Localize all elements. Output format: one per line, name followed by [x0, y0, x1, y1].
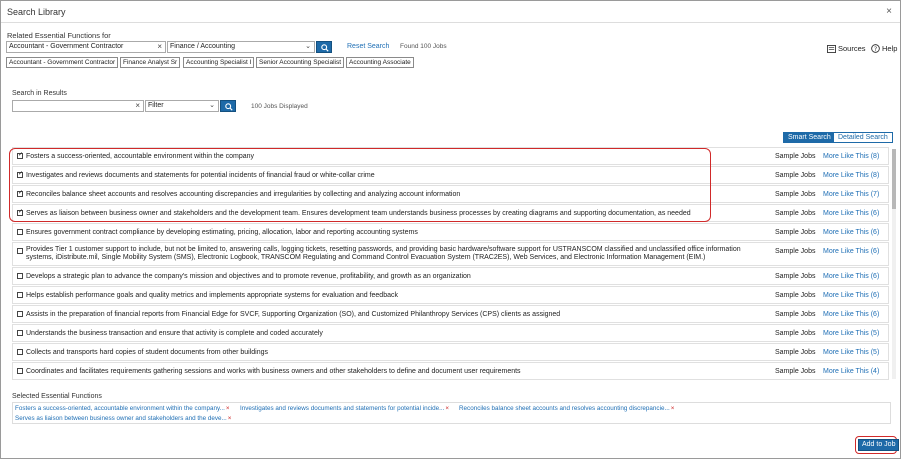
- list-item[interactable]: [12, 362, 889, 380]
- sample-jobs-link[interactable]: Sample Jobs: [775, 330, 816, 337]
- chevron-down-icon: ⌄: [305, 43, 311, 50]
- sources-label: Sources: [838, 44, 866, 53]
- dialog-titlebar: [1, 1, 900, 23]
- search-in-results-input[interactable]: [12, 100, 144, 112]
- sample-jobs-link[interactable]: Sample Jobs: [775, 368, 816, 375]
- more-like-this-link[interactable]: More Like This (6): [823, 292, 880, 299]
- close-icon[interactable]: ×: [886, 6, 892, 17]
- sample-jobs-link[interactable]: Sample Jobs: [775, 210, 816, 217]
- row-checkbox[interactable]: [17, 292, 23, 298]
- list-item[interactable]: [12, 305, 889, 323]
- smart-search-tab[interactable]: Smart Search: [783, 132, 836, 143]
- remove-icon[interactable]: ×: [227, 415, 232, 422]
- function-text: Develops a strategic plan to advance the company's mission and objectives and to promote revenue, profitability, and growth as an organization: [26, 273, 471, 280]
- selected-functions-label: Selected Essential Functions: [12, 393, 102, 400]
- row-checkbox[interactable]: [17, 349, 23, 355]
- function-text: Fosters a success-oriented, accountable environment within the company: [26, 153, 255, 160]
- jobs-displayed-count: 100 Jobs Displayed: [251, 103, 308, 110]
- sample-jobs-link[interactable]: Sample Jobs: [775, 349, 816, 356]
- job-tag[interactable]: Accounting Associate: [346, 57, 414, 68]
- more-like-this-link[interactable]: More Like This (6): [823, 273, 880, 280]
- remove-icon[interactable]: ×: [670, 405, 675, 412]
- chip-label: Investigates and reviews documents and statements for potential incide...: [240, 405, 445, 412]
- job-title-input[interactable]: [6, 41, 166, 53]
- job-tag[interactable]: Finance Analyst Sr: [120, 57, 180, 68]
- add-to-job-button[interactable]: Add to Job: [858, 439, 899, 451]
- more-like-this-link[interactable]: More Like This (7): [823, 191, 880, 198]
- help-link[interactable]: [871, 44, 897, 53]
- function-text: Collects and transports hard copies of student documents from other buildings: [26, 349, 269, 356]
- job-title-value: Accountant - Government Contractor: [9, 43, 124, 50]
- reset-search-link[interactable]: Reset Search: [347, 43, 390, 50]
- sample-jobs-link[interactable]: Sample Jobs: [775, 229, 816, 236]
- list-item[interactable]: [12, 223, 889, 241]
- search-icon: [225, 103, 233, 111]
- remove-icon[interactable]: ×: [225, 405, 230, 412]
- sources-link[interactable]: [827, 44, 866, 53]
- filter-value: Filter: [148, 102, 164, 109]
- sample-jobs-link[interactable]: Sample Jobs: [775, 172, 816, 179]
- row-checkbox[interactable]: [17, 368, 23, 374]
- help-icon: [871, 44, 880, 53]
- selected-chip[interactable]: [15, 415, 231, 422]
- more-like-this-link[interactable]: More Like This (6): [823, 248, 880, 255]
- row-checkbox[interactable]: [17, 330, 23, 336]
- job-tag[interactable]: Accounting Specialist I: [183, 57, 254, 68]
- scrollbar-thumb[interactable]: [892, 149, 896, 209]
- row-checkbox[interactable]: [17, 248, 23, 254]
- row-checkbox[interactable]: [17, 273, 23, 279]
- search-in-results-label: Search in Results: [12, 90, 67, 97]
- clear-icon[interactable]: ×: [157, 42, 162, 51]
- list-item[interactable]: [12, 343, 889, 361]
- found-jobs-count: Found 100 Jobs: [400, 43, 447, 50]
- clear-icon[interactable]: ×: [135, 101, 140, 110]
- category-select[interactable]: [167, 41, 315, 53]
- results-search-button[interactable]: [220, 100, 236, 112]
- list-item[interactable]: [12, 286, 889, 304]
- more-like-this-link[interactable]: More Like This (5): [823, 349, 880, 356]
- function-text: Reconciles balance sheet accounts and resolves accounting discrepancies and irregularities by collecting and analyzing account information: [26, 191, 461, 198]
- filter-select[interactable]: [145, 100, 219, 112]
- dialog-title: Search Library: [7, 7, 66, 17]
- more-like-this-link[interactable]: More Like This (8): [823, 172, 880, 179]
- more-like-this-link[interactable]: More Like This (6): [823, 311, 880, 318]
- help-label: Help: [882, 44, 898, 53]
- function-text: Investigates and reviews documents and statements for potential incidents of financial fraud or white-collar crime: [26, 172, 375, 179]
- function-text: Serves as liaison between business owner and stakeholders and the development team. Ensures development team understands business processes by creating diagrams and supporting documentation, as needed: [26, 210, 691, 217]
- checked-rows-highlight: [9, 148, 711, 222]
- selected-chip[interactable]: [240, 405, 449, 412]
- chip-label: Fosters a success-oriented, accountable environment within the company...: [15, 405, 225, 412]
- more-like-this-link[interactable]: More Like This (8): [823, 153, 880, 160]
- selected-chip[interactable]: [459, 405, 674, 412]
- selected-functions-box: [12, 402, 891, 424]
- more-like-this-link[interactable]: More Like This (6): [823, 210, 880, 217]
- sample-jobs-link[interactable]: Sample Jobs: [775, 153, 816, 160]
- job-tag[interactable]: Senior Accounting Specialist: [256, 57, 344, 68]
- more-like-this-link[interactable]: More Like This (6): [823, 229, 880, 236]
- related-functions-label: Related Essential Functions for: [7, 31, 111, 40]
- sample-jobs-link[interactable]: Sample Jobs: [775, 248, 816, 255]
- function-text: Understands the business transaction and ensure that activity is complete and coded accurately: [26, 330, 323, 337]
- sample-jobs-link[interactable]: Sample Jobs: [775, 191, 816, 198]
- chip-label: Serves as liaison between business owner and stakeholders and the deve...: [15, 415, 227, 422]
- sample-jobs-link[interactable]: Sample Jobs: [775, 311, 816, 318]
- svg-text:?: ?: [873, 45, 878, 53]
- search-icon: [321, 44, 329, 52]
- sources-icon: [827, 45, 836, 53]
- row-checkbox[interactable]: [17, 229, 23, 235]
- function-text: Helps establish performance goals and quality metrics and implements appropriate systems for evaluation and feedback: [26, 292, 398, 299]
- function-text: Provides Tier 1 customer support to include, but not be limited to, answering calls, logging tickets, resetting passwords, and providing basic hardware/software support for USTRANSCOM classified and unclassified office information systems, iDistribute.mil, Single Mobility System (SMS), Electronic Logbook, TRANSCOM Regulating and Command Control Evacuation System (TRAC2ES), Web Services, and Electronic Information Management (EIM.): [26, 246, 741, 261]
- sample-jobs-link[interactable]: Sample Jobs: [775, 273, 816, 280]
- category-value: Finance / Accounting: [170, 43, 235, 50]
- function-text: Assists in the preparation of financial reports from Financial Edge for SVCF, Supporting Organization (SO), and Customized Philanthropy Services (CPS) clients as assigned: [26, 311, 561, 318]
- list-item[interactable]: [12, 267, 889, 285]
- more-like-this-link[interactable]: More Like This (5): [823, 330, 880, 337]
- list-item[interactable]: [12, 242, 889, 266]
- results-scrollbar[interactable]: [892, 149, 896, 379]
- sample-jobs-link[interactable]: Sample Jobs: [775, 292, 816, 299]
- job-tag[interactable]: Accountant - Government Contractor: [6, 57, 118, 68]
- function-text: Ensures government contract compliance by developing estimating, pricing, allocation, labor and reporting accounting systems: [26, 229, 418, 236]
- selected-chip[interactable]: [15, 405, 230, 412]
- function-text: Coordinates and facilitates requirements gathering sessions and works with business owners and other stakeholders to define and document user requirements: [26, 368, 521, 375]
- list-item[interactable]: [12, 324, 889, 342]
- chip-label: Reconciles balance sheet accounts and resolves accounting discrepancie...: [459, 405, 670, 412]
- chevron-down-icon: ⌄: [209, 102, 215, 109]
- remove-icon[interactable]: ×: [445, 405, 450, 412]
- detailed-search-tab[interactable]: Detailed Search: [833, 132, 893, 143]
- row-checkbox[interactable]: [17, 311, 23, 317]
- more-like-this-link[interactable]: More Like This (4): [823, 368, 880, 375]
- related-search-button[interactable]: [316, 41, 332, 53]
